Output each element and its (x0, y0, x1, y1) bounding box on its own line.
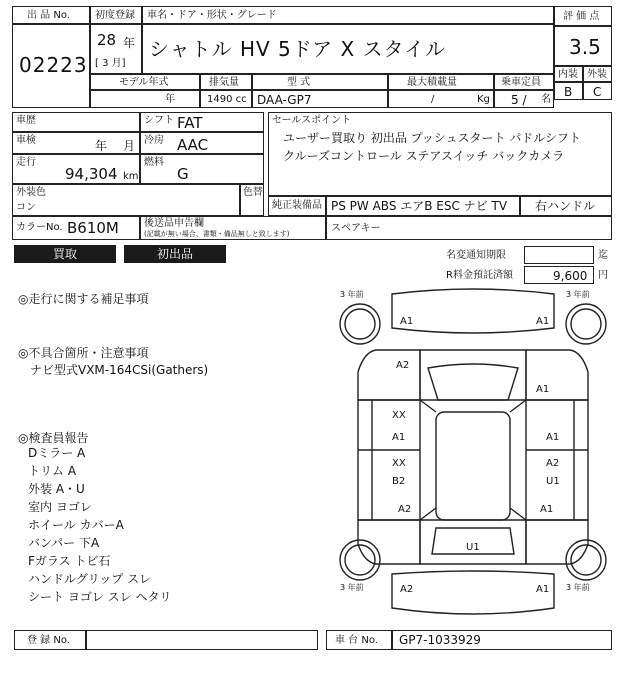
exterior-color-value: コン (16, 202, 36, 213)
car-name: シャトル HV 5ドア X スタイル (149, 37, 447, 61)
inspector-item: ハンドルグリップ スレ (28, 572, 152, 586)
inspector-item: バンパー 下A (28, 536, 100, 550)
sales-points-line1: ユーザー買取り 初出品 プッシュスタート パドルシフト (283, 131, 581, 145)
recycle-unit: 円 (598, 270, 608, 281)
inspector-item: トリム A (28, 464, 77, 478)
tire-tag-rear-right: 3 年前 (566, 583, 590, 592)
exterior-color-label: 外装色 (16, 187, 46, 198)
shift-cell (140, 112, 264, 132)
wheel-rear-left (340, 540, 380, 580)
damage-right-door-top: A2 (546, 458, 560, 469)
first-reg-year-unit: 年 (123, 36, 136, 50)
score-cell (554, 26, 612, 66)
score-value: 3.5 (569, 35, 601, 59)
type-cell (252, 90, 388, 108)
equipment-value: PS PW ABS エアB ESC ナビ TV (331, 199, 508, 213)
interior-label: 内装 (558, 69, 578, 80)
chassis-cell (392, 630, 612, 650)
recycle-box (524, 266, 594, 284)
sales-points-cell (268, 112, 612, 196)
damage-left-door-bottom: B2 (392, 476, 406, 487)
model-year-cell (90, 90, 200, 108)
capacity-unit: 名 (541, 94, 551, 105)
chassis-label-cell (326, 630, 392, 650)
shift-value: FAT (177, 114, 203, 132)
front-fender-left (358, 350, 420, 400)
damage-front-bumper-left: A1 (400, 316, 414, 327)
car-name-cell (142, 24, 554, 74)
name-change-label: 名変通知期限 (446, 250, 506, 261)
displacement-value: 1490 cc (207, 94, 247, 105)
sales-points-label: セールスポイント (272, 115, 352, 126)
damage-right-mid: A1 (546, 432, 560, 443)
tire-tag-front-right: 3 年前 (566, 290, 590, 299)
displacement-label-cell (200, 74, 252, 90)
mileage-value: 94,304 (65, 165, 118, 183)
damage-rear-right: A1 (540, 504, 554, 515)
score-label: 評 価 点 (563, 11, 600, 22)
name-change-unit: 迄 (598, 250, 608, 261)
model-year-label-cell (90, 74, 200, 90)
model-year-label: モデル年式 (119, 77, 169, 88)
equipment-label: 純正装備品 (272, 200, 322, 211)
inspector-item: 外装 A・U (28, 482, 85, 496)
max-load-unit: Kg (477, 94, 490, 105)
mileage-label: 走行 (16, 157, 36, 168)
capacity-label: 乗車定員 (501, 77, 541, 88)
damage-left-mid: A1 (392, 432, 406, 443)
later-items-value: スペアキー (331, 223, 381, 234)
type-label: 型 式 (287, 77, 311, 88)
recycle-label: R料金預託済額 (446, 270, 513, 281)
color-no-label: カラーNo. (16, 222, 63, 233)
ac-value: AAC (177, 136, 209, 154)
mileage-cell (12, 154, 140, 184)
first-reg-month: [ 3 月] (95, 58, 126, 69)
capacity-cell (494, 90, 554, 108)
lot-number: 02223 (19, 53, 88, 77)
wheel-rear-right (566, 540, 606, 580)
max-load-label-cell (388, 74, 494, 90)
car-damage-diagram (336, 288, 614, 622)
reg-no-cell (86, 630, 318, 650)
fuel-value: G (177, 165, 189, 183)
inspection-month-unit: 月 (123, 139, 136, 153)
body-left-side (358, 400, 420, 520)
steering-value: 右ハンドル (535, 199, 596, 213)
equipment-label-cell (268, 196, 326, 216)
damage-left-door-top: XX (392, 458, 406, 469)
inspector-item: シート ヨゴレ スレ ヘタリ (28, 590, 172, 604)
max-load-slash: / (431, 94, 435, 105)
damage-front-bumper-right: A1 (536, 316, 550, 327)
front-bumper-panel (392, 289, 554, 333)
wheel-front-left (340, 304, 380, 344)
fuel-cell (140, 154, 264, 184)
max-load-cell (388, 90, 494, 108)
history-label: 車歴 (16, 115, 36, 126)
wheel-front-right (566, 304, 606, 344)
first-reg-label-cell (90, 6, 142, 24)
inspector-title: ◎検査員報告 (18, 431, 89, 445)
color-change-cell (240, 184, 264, 216)
first-reg-label: 初度登録 (95, 10, 135, 21)
inspection-label: 車検 (16, 135, 36, 146)
chassis-label: 車 台 No. (335, 635, 378, 646)
exterior-grade-cell (583, 82, 612, 100)
interior-label-cell (554, 66, 583, 82)
defects-title: ◎不具合箇所・注意事項 (18, 346, 149, 360)
damage-rear-bumper-left: A2 (400, 584, 414, 595)
tire-tag-front-left: 3 年前 (340, 290, 364, 299)
later-items-label: 後送品申告欄 (144, 218, 204, 229)
max-load-label: 最大積載量 (407, 77, 457, 88)
rear-bumper-panel (392, 571, 554, 614)
later-items-label-cell (140, 216, 326, 240)
capacity-label-cell (494, 74, 554, 90)
displacement-cell (200, 90, 252, 108)
exterior-color-cell (12, 184, 240, 216)
reg-no-label-cell (14, 630, 86, 650)
history-cell (12, 112, 140, 132)
lot-label: 出 品 No. (27, 10, 70, 21)
color-change-label: 色替 (243, 187, 263, 198)
damage-rear-glass: U1 (466, 542, 480, 553)
ac-label: 冷房 (144, 135, 164, 146)
roof-panel (436, 412, 510, 520)
driving-notes-title: ◎走行に関する補足事項 (18, 292, 149, 306)
chassis-number: GP7-1033929 (399, 633, 481, 647)
damage-rear-left: A2 (398, 504, 412, 515)
shift-label: シフト (144, 115, 174, 126)
damage-fender-right: A1 (536, 384, 550, 395)
recycle-value: 9,600 (553, 269, 588, 283)
interior-grade: B (564, 85, 573, 99)
displacement-label: 排気量 (209, 77, 239, 88)
car-name-label: 車名・ドア・形状・グレード (147, 10, 277, 21)
windshield (428, 364, 518, 400)
car-name-label-cell (142, 6, 554, 24)
tag-first-listing: 初出品 (124, 245, 226, 263)
exterior-grade: C (593, 85, 602, 99)
interior-grade-cell (554, 82, 583, 100)
model-year-unit: 年 (165, 94, 175, 105)
damage-rear-bumper-right: A1 (536, 584, 550, 595)
first-reg-year: 28 (97, 31, 117, 49)
lot-label-cell (12, 6, 90, 24)
capacity-value: 5 / (511, 93, 527, 107)
inspector-item: Dミラー A (28, 446, 86, 460)
lot-number-cell (12, 24, 90, 108)
inspector-item: Fガラス トビ石 (28, 554, 111, 568)
inspection-cell (12, 132, 140, 154)
fuel-label: 燃料 (144, 157, 164, 168)
color-no-cell (12, 216, 140, 240)
damage-hood-left: A2 (396, 360, 410, 371)
exterior-label: 外装 (587, 69, 607, 80)
later-items-note: (記載が無い場合、書類・備品無しと致します) (144, 230, 290, 238)
type-label-cell (252, 74, 388, 90)
equipment-cell (326, 196, 520, 216)
color-no-value: B610M (67, 219, 119, 237)
sales-points-line2: クルーズコントロール ステアスイッチ バックカメラ (283, 149, 565, 163)
defects-item: ナビ型式VXM-164CSi(Gathers) (30, 363, 209, 377)
damage-right-door-bottom: U1 (546, 476, 560, 487)
first-reg-cell (90, 24, 142, 74)
steering-cell (520, 196, 612, 216)
mileage-unit: km (123, 171, 139, 182)
score-label-cell (554, 6, 612, 26)
later-items-cell (326, 216, 612, 240)
reg-no-label: 登 録 No. (27, 635, 70, 646)
damage-left-upper: XX (392, 410, 406, 421)
inspection-year-unit: 年 (95, 139, 108, 153)
inspector-item: 室内 ヨゴレ (28, 500, 92, 514)
exterior-label-cell (583, 66, 612, 82)
tire-tag-rear-left: 3 年前 (340, 583, 364, 592)
inspector-item: ホイール カバーA (28, 518, 124, 532)
name-change-box (524, 246, 594, 264)
ac-cell (140, 132, 264, 154)
tag-buyback: 買取 (14, 245, 116, 263)
type-value: DAA-GP7 (257, 93, 312, 107)
